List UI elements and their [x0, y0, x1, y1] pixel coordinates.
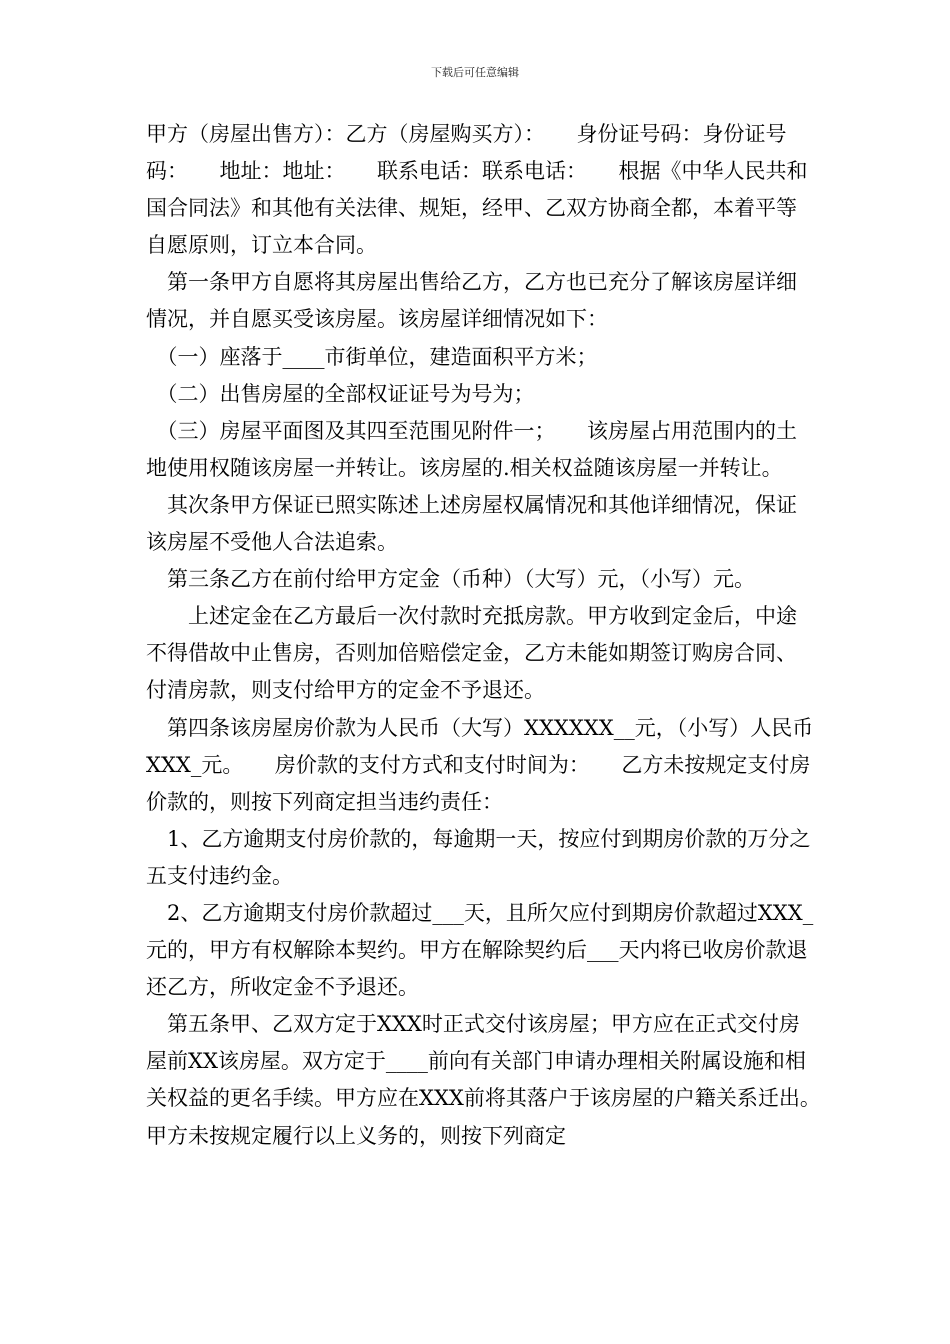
paragraph-article-2: 其次条甲方保证已照实陈述上述房屋权属情况和其他详细情况，保证该房屋不受他人合法追索。	[146, 492, 797, 555]
paragraph-penalty-2: 2、乙方逾期支付房价款超过___天，且所欠应付到期房价款超过XXX_元的，甲方有权解除本契约。甲方在解除契约后___天内将已收房价款退还乙方，所收定金不予退还。	[146, 900, 814, 1000]
page-header: 下载后可任意编辑	[431, 66, 519, 79]
paragraph-article-4: 第四条该房屋房价款为人民币（大写）XXXXXX__元，（小写）人民币XXX_元。 房价款的支付方式和支付时间为： 乙方未按规定支付房价款的，则按下列商定担当违约责任：	[146, 715, 814, 814]
contract-body	[146, 116, 853, 1155]
paragraph-article-1: 第一条甲方自愿将其房屋出售给乙方，乙方也已充分了解该房屋详细情况，并自愿买受该房屋。该房屋详细情况如下：	[146, 270, 797, 332]
paragraph-deposit: 上述定金在乙方最后一次付款时充抵房款。甲方收到定金后，中途不得借故中止售房，否则加倍赔偿定金，乙方未能如期签订购房合同、付清房款，则支付给甲方的定金不予退还。	[146, 604, 797, 703]
paragraph-item-1: （一）座落于____市街单位，建造面积平方米；	[146, 344, 598, 369]
paragraph-item-2: （二）出售房屋的全部权证证号为号为；	[146, 381, 535, 406]
paragraph-article-3: 第三条乙方在前付给甲方定金（币种）（大写）元，（小写）元。	[146, 567, 755, 592]
paragraph-article-5: 第五条甲、乙双方定于XXX时正式交付该房屋；甲方应在正式交付房屋前XX该房屋。双方定于____前向有关部门申请办理相关附属设施和相关权益的更名手续。甲方应在XXX前将其落户于该房屋的户籍关系迁出。 甲方未按规定履行以上义务的，则按下列商定	[146, 1012, 853, 1148]
paragraph-item-3: （三）房屋平面图及其四至范围见附件一； 该房屋占用范围内的土地使用权随该房屋一并转让。该房屋的.相关权益随该房屋一并转让。	[146, 418, 797, 480]
paragraph-penalty-1: 1、乙方逾期支付房价款的，每逾期一天，按应付到期房价款的万分之五支付违约金。	[146, 826, 811, 888]
paragraph-parties: 甲方（房屋出售方）：乙方（房屋购买方）： 身份证号码：身份证号码： 地址：地址： 联系电话：联系电话： 根据《中华人民共和国合同法》和其他有关法律、规矩，经甲、乙双方协商全都，本着平等自愿原则，订立本合同。	[146, 122, 808, 258]
